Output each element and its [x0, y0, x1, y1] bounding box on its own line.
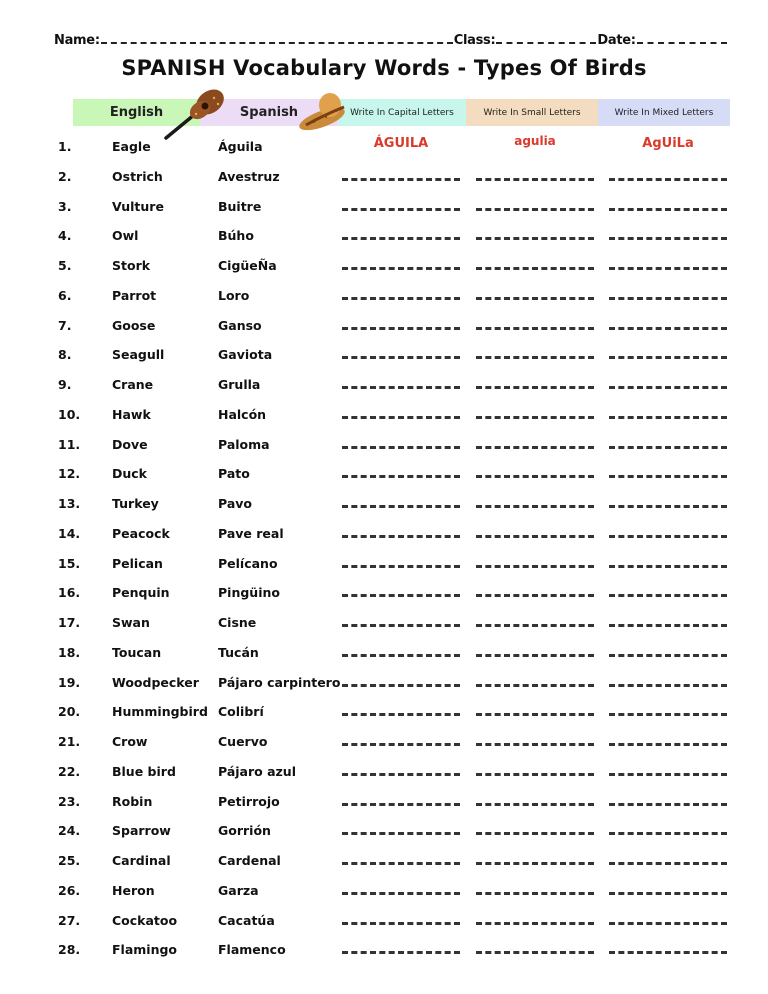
small-answer-blank[interactable]: [476, 922, 594, 925]
capital-answer-blank[interactable]: [342, 684, 460, 687]
table-row: [0, 258, 768, 278]
capital-answer-blank[interactable]: [342, 416, 460, 419]
row-number: 6.: [58, 287, 72, 303]
english-word: Duck: [112, 466, 147, 482]
table-row: [0, 675, 768, 695]
english-word: Eagle: [112, 139, 151, 154]
header-small: Write In Small Letters: [466, 99, 598, 126]
table-row: [0, 199, 768, 219]
english-word: Crow: [112, 734, 148, 749]
mixed-answer-blank[interactable]: [609, 356, 727, 359]
mixed-answer-blank[interactable]: [609, 416, 727, 419]
row-number: 11.: [58, 436, 81, 452]
table-row: [0, 228, 768, 248]
table-row: [0, 318, 768, 338]
mixed-answer-blank[interactable]: [609, 237, 727, 240]
english-word: Blue bird: [112, 763, 176, 779]
english-word: Owl: [112, 228, 139, 244]
row-number: 24.: [58, 823, 81, 839]
date-blank[interactable]: [637, 32, 727, 44]
mixed-answer-blank[interactable]: [609, 743, 727, 746]
row-number: 9.: [58, 377, 72, 392]
english-word: Swan: [112, 615, 150, 630]
header-spanish: Spanish: [200, 99, 338, 126]
capital-answer-blank[interactable]: [342, 773, 460, 776]
row-number: 21.: [58, 734, 81, 749]
spanish-word: Ganso: [218, 317, 262, 333]
mixed-answer-blank[interactable]: [609, 773, 727, 776]
capital-answer-blank[interactable]: [342, 386, 460, 389]
mixed-answer-blank[interactable]: [609, 594, 727, 597]
row-number: 16.: [58, 585, 81, 601]
mixed-answer-blank[interactable]: [609, 684, 727, 687]
small-answer-blank[interactable]: [476, 535, 594, 538]
row-number: 25.: [58, 853, 81, 868]
row-number: 15.: [58, 555, 81, 571]
row-number: 22.: [58, 763, 81, 779]
small-answer-blank[interactable]: [476, 386, 594, 389]
english-word: Cardinal: [112, 853, 171, 868]
english-word: Heron: [112, 882, 155, 898]
spanish-word: Petirrojo: [218, 793, 280, 809]
english-word: Hummingbird: [112, 704, 208, 720]
name-label: Name:: [54, 33, 100, 48]
english-word: Dove: [112, 436, 148, 452]
table-row: [0, 169, 768, 189]
small-answer-blank[interactable]: [476, 565, 594, 568]
row-number: 26.: [58, 882, 81, 898]
small-answer-blank[interactable]: [476, 594, 594, 597]
english-word: Sparrow: [112, 823, 171, 839]
guitar-icon: [160, 88, 230, 143]
small-answer-blank[interactable]: [476, 743, 594, 746]
mixed-answer-blank[interactable]: [609, 386, 727, 389]
english-word: Parrot: [112, 287, 157, 303]
spanish-word: Gorrión: [218, 823, 271, 839]
example-capital: ÁGUILA: [373, 136, 429, 151]
capital-answer-blank[interactable]: [342, 713, 460, 716]
mixed-answer-blank[interactable]: [609, 267, 727, 270]
table-row: [0, 407, 768, 427]
date-label: Date:: [597, 33, 636, 48]
capital-answer-blank[interactable]: [342, 892, 460, 895]
mixed-answer-blank[interactable]: [609, 297, 727, 300]
small-answer-blank[interactable]: [476, 356, 594, 359]
mixed-answer-blank[interactable]: [609, 862, 727, 865]
small-answer-blank[interactable]: [476, 237, 594, 240]
english-word: Ostrich: [112, 168, 163, 184]
table-row: [0, 823, 768, 843]
table-row: [0, 347, 768, 367]
row-number: 5.: [58, 258, 72, 273]
capital-answer-blank[interactable]: [342, 356, 460, 359]
english-word: Penquin: [112, 585, 170, 601]
capital-answer-blank[interactable]: [342, 565, 460, 568]
row-number: 12.: [58, 466, 81, 482]
row-number: 19.: [58, 674, 81, 690]
spanish-word: Cisne: [218, 615, 257, 630]
table-row: [0, 853, 768, 873]
capital-answer-blank[interactable]: [342, 237, 460, 240]
header-english: English: [73, 99, 200, 126]
small-answer-blank[interactable]: [476, 327, 594, 330]
small-answer-blank[interactable]: [476, 416, 594, 419]
capital-answer-blank[interactable]: [342, 178, 460, 181]
page-title: SPANISH Vocabulary Words - Types Of Birds: [121, 56, 647, 80]
mixed-answer-blank[interactable]: [609, 327, 727, 330]
capital-answer-blank[interactable]: [342, 922, 460, 925]
capital-answer-blank[interactable]: [342, 297, 460, 300]
table-row: [0, 794, 768, 814]
mixed-answer-blank[interactable]: [609, 565, 727, 568]
capital-answer-blank[interactable]: [342, 624, 460, 627]
table-row: [0, 556, 768, 576]
capital-answer-blank[interactable]: [342, 475, 460, 478]
example-small: agulia: [514, 134, 556, 148]
spanish-word: Grulla: [218, 377, 261, 392]
english-word: Crane: [112, 377, 154, 392]
row-number: 28.: [58, 942, 81, 958]
english-word: Stork: [112, 258, 151, 273]
mixed-answer-blank[interactable]: [609, 624, 727, 627]
spanish-word: Paloma: [218, 436, 270, 452]
english-word: Vulture: [112, 198, 164, 214]
capital-answer-blank[interactable]: [342, 505, 460, 508]
table-row: [0, 942, 768, 962]
row-number: 27.: [58, 912, 81, 928]
mixed-answer-blank[interactable]: [609, 713, 727, 716]
capital-answer-blank[interactable]: [342, 803, 460, 806]
english-word: Turkey: [112, 496, 159, 511]
small-answer-blank[interactable]: [476, 773, 594, 776]
table-row: [0, 883, 768, 903]
spanish-word: Águila: [218, 139, 263, 154]
table-row: [0, 526, 768, 546]
row-number: 10.: [58, 406, 81, 422]
capital-answer-blank[interactable]: [342, 208, 460, 211]
spanish-word: Buitre: [218, 198, 262, 214]
example-mixed: AgUiLa: [642, 136, 694, 151]
english-word: Goose: [112, 317, 156, 333]
capital-answer-blank[interactable]: [342, 951, 460, 954]
small-answer-blank[interactable]: [476, 475, 594, 478]
english-word: Robin: [112, 793, 153, 809]
table-row: [0, 134, 768, 159]
mixed-answer-blank[interactable]: [609, 803, 727, 806]
english-word: Hawk: [112, 406, 151, 422]
row-number: 23.: [58, 793, 81, 809]
row-number: 14.: [58, 525, 81, 541]
row-number: 4.: [58, 228, 72, 244]
english-word: Peacock: [112, 525, 170, 541]
table-row: [0, 704, 768, 724]
english-word: Toucan: [112, 644, 162, 660]
header-mixed: Write In Mixed Letters: [598, 99, 730, 126]
spanish-word: Colibrí: [218, 704, 264, 720]
small-answer-blank[interactable]: [476, 862, 594, 865]
name-blank[interactable]: [101, 32, 453, 44]
english-word: Pelican: [112, 555, 163, 571]
capital-answer-blank[interactable]: [342, 862, 460, 865]
sombrero-icon: [296, 89, 351, 131]
capital-answer-blank[interactable]: [342, 743, 460, 746]
spanish-word: Cuervo: [218, 734, 268, 749]
english-word: Woodpecker: [112, 674, 199, 690]
table-row: [0, 496, 768, 516]
spanish-word: Pájaro azul: [218, 763, 296, 779]
row-number: 17.: [58, 615, 81, 630]
table-row: [0, 764, 768, 784]
english-word: Flamingo: [112, 942, 178, 958]
spanish-word: Pavo: [218, 496, 252, 511]
header-fields: [54, 32, 728, 48]
class-blank[interactable]: [496, 32, 596, 44]
row-number: 7.: [58, 317, 72, 333]
spanish-word: Garza: [218, 882, 259, 898]
small-answer-blank[interactable]: [476, 505, 594, 508]
small-answer-blank[interactable]: [476, 446, 594, 449]
row-number: 1.: [58, 139, 72, 154]
spanish-word: Halcón: [218, 406, 267, 422]
small-answer-blank[interactable]: [476, 892, 594, 895]
mixed-answer-blank[interactable]: [609, 178, 727, 181]
mixed-answer-blank[interactable]: [609, 892, 727, 895]
mixed-answer-blank[interactable]: [609, 475, 727, 478]
spanish-word: Avestruz: [218, 168, 280, 184]
table-row: [0, 615, 768, 635]
spanish-word: Pingüino: [218, 585, 280, 601]
mixed-answer-blank[interactable]: [609, 922, 727, 925]
mixed-answer-blank[interactable]: [609, 951, 727, 954]
mixed-answer-blank[interactable]: [609, 535, 727, 538]
small-answer-blank[interactable]: [476, 297, 594, 300]
capital-answer-blank[interactable]: [342, 594, 460, 597]
table-row: [0, 437, 768, 457]
mixed-answer-blank[interactable]: [609, 654, 727, 657]
spanish-word: Cacatúa: [218, 912, 275, 928]
spanish-word: Cardenal: [218, 853, 281, 868]
spanish-word: Pato: [218, 466, 250, 482]
capital-answer-blank[interactable]: [342, 832, 460, 835]
spanish-word: CigüeÑa: [218, 258, 277, 273]
table-row: [0, 734, 768, 754]
small-answer-blank[interactable]: [476, 951, 594, 954]
table-row: [0, 466, 768, 486]
table-row: [0, 377, 768, 397]
capital-answer-blank[interactable]: [342, 327, 460, 330]
table-row: [0, 913, 768, 933]
spanish-word: Pave real: [218, 525, 284, 541]
mixed-answer-blank[interactable]: [609, 505, 727, 508]
small-answer-blank[interactable]: [476, 654, 594, 657]
table-row: [0, 585, 768, 605]
small-answer-blank[interactable]: [476, 832, 594, 835]
mixed-answer-blank[interactable]: [609, 832, 727, 835]
spanish-word: Gaviota: [218, 347, 273, 363]
mixed-answer-blank[interactable]: [609, 446, 727, 449]
small-answer-blank[interactable]: [476, 208, 594, 211]
row-number: 18.: [58, 644, 81, 660]
mixed-answer-blank[interactable]: [609, 208, 727, 211]
row-number: 3.: [58, 198, 72, 214]
row-number: 13.: [58, 496, 81, 511]
small-answer-blank[interactable]: [476, 803, 594, 806]
table-row: [0, 288, 768, 308]
small-answer-blank[interactable]: [476, 178, 594, 181]
small-answer-blank[interactable]: [476, 624, 594, 627]
capital-answer-blank[interactable]: [342, 267, 460, 270]
english-word: Cockatoo: [112, 912, 178, 928]
small-answer-blank[interactable]: [476, 713, 594, 716]
capital-answer-blank[interactable]: [342, 535, 460, 538]
spanish-word: Pájaro carpintero: [218, 674, 341, 690]
small-answer-blank[interactable]: [476, 267, 594, 270]
spanish-word: Loro: [218, 287, 250, 303]
header-capital: Write In Capital Letters: [338, 99, 466, 126]
spanish-word: Búho: [218, 228, 254, 244]
spanish-word: Flamenco: [218, 942, 286, 958]
spanish-word: Pelícano: [218, 555, 278, 571]
capital-answer-blank[interactable]: [342, 446, 460, 449]
class-label: Class:: [453, 33, 496, 48]
row-number: 8.: [58, 347, 72, 363]
small-answer-blank[interactable]: [476, 684, 594, 687]
table-row: [0, 645, 768, 665]
row-number: 2.: [58, 168, 72, 184]
capital-answer-blank[interactable]: [342, 654, 460, 657]
spanish-word: Tucán: [218, 644, 259, 660]
row-number: 20.: [58, 704, 81, 720]
english-word: Seagull: [112, 347, 165, 363]
